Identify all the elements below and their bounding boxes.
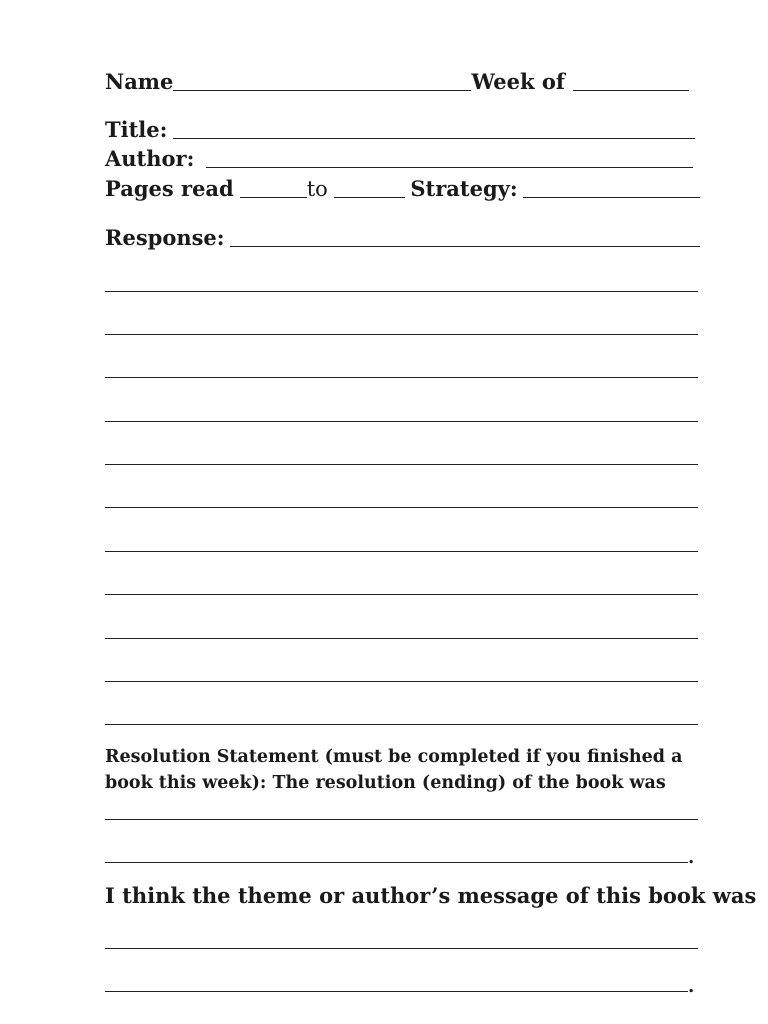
title-row [105,118,700,142]
pages-read-label: Pages read [105,176,234,201]
response-line[interactable] [105,464,698,465]
resolution-line[interactable] [105,819,698,820]
resolution-statement: Resolution Statement (must be completed if you finished a book this week): The resolution (ending) of the book was [105,747,683,793]
strategy-blank[interactable] [523,197,700,198]
pages-strategy-row [105,177,700,201]
name-blank[interactable] [173,90,471,91]
response-line[interactable] [105,421,698,422]
title-blank[interactable] [173,138,695,139]
resolution-period: . [688,847,695,868]
week-of-blank[interactable] [573,90,689,91]
response-row [105,226,700,250]
name-week-row [105,70,700,94]
theme-prompt: I think the theme or author’s message of this book was [105,883,757,908]
strategy-label: Strategy: [410,176,518,201]
response-line[interactable] [105,291,698,292]
response-line[interactable] [105,551,698,552]
response-line[interactable] [105,638,698,639]
response-line[interactable] [105,377,698,378]
week-of-label: Week of [471,69,565,94]
theme-line[interactable] [105,991,688,992]
author-row [105,147,700,171]
response-line[interactable] [105,724,698,725]
response-line[interactable] [105,507,698,508]
resolution-line[interactable] [105,862,688,863]
response-line[interactable] [105,594,698,595]
response-label: Response: [105,225,225,250]
response-line[interactable] [105,681,698,682]
author-blank[interactable] [206,167,693,168]
pages-from-blank[interactable] [240,197,307,198]
name-label: Name [105,69,174,94]
title-label: Title: [105,117,168,142]
theme-line[interactable] [105,948,698,949]
pages-to-blank[interactable] [334,197,405,198]
response-line[interactable] [105,334,698,335]
author-label: Author: [105,146,195,171]
response-first-blank[interactable] [230,246,700,247]
to-label: to [306,177,328,201]
theme-period: . [688,976,695,997]
